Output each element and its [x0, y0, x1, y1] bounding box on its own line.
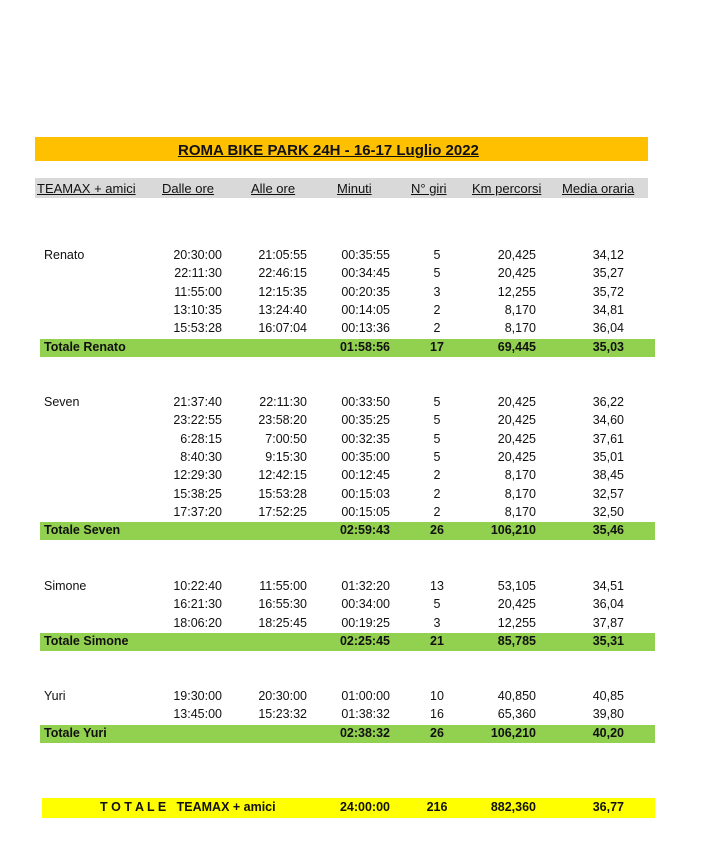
- total-giri: 26: [430, 523, 444, 537]
- cell-alle-ore: 13:24:40: [258, 303, 307, 317]
- cell-dalle-ore: 19:30:00: [173, 689, 222, 703]
- cell-giri: 5: [433, 266, 441, 280]
- cell-giri: 2: [433, 505, 441, 519]
- cell-alle-ore: 20:30:00: [258, 689, 307, 703]
- rider-name-simone: Simone: [44, 579, 87, 593]
- cell-dalle-ore: 13:10:35: [173, 303, 222, 317]
- cell-media: 32,50: [592, 505, 624, 519]
- total-label-renato: Totale Renato: [44, 340, 126, 354]
- total-minuti: 01:58:56: [339, 340, 390, 354]
- cell-dalle-ore: 17:37:20: [173, 505, 222, 519]
- cell-media: 35,27: [592, 266, 624, 280]
- cell-km: 20,425: [497, 450, 536, 464]
- cell-km: 20,425: [497, 432, 536, 446]
- grand-total-minuti: 24:00:00: [339, 800, 390, 814]
- cell-media: 37,87: [592, 616, 624, 630]
- header-minuti: Minuti: [337, 181, 372, 196]
- cell-minuti: 00:32:35: [341, 432, 390, 446]
- cell-minuti: 00:12:45: [341, 468, 390, 482]
- cell-giri: 2: [433, 321, 441, 335]
- cell-km: 20,425: [497, 266, 536, 280]
- cell-dalle-ore: 10:22:40: [173, 579, 222, 593]
- cell-media: 37,61: [592, 432, 624, 446]
- cell-dalle-ore: 23:22:55: [173, 413, 222, 427]
- cell-minuti: 01:32:20: [341, 579, 390, 593]
- cell-minuti: 01:00:00: [341, 689, 390, 703]
- cell-km: 20,425: [497, 248, 536, 262]
- cell-dalle-ore: 21:37:40: [173, 395, 222, 409]
- cell-media: 34,81: [592, 303, 624, 317]
- cell-alle-ore: 16:07:04: [258, 321, 307, 335]
- cell-minuti: 00:34:00: [341, 597, 390, 611]
- cell-media: 36,22: [592, 395, 624, 409]
- cell-giri: 2: [433, 303, 441, 317]
- cell-alle-ore: 21:05:55: [258, 248, 307, 262]
- cell-media: 36,04: [592, 597, 624, 611]
- rider-name-seven: Seven: [44, 395, 80, 409]
- cell-minuti: 00:20:35: [341, 285, 390, 299]
- total-minuti: 02:59:43: [339, 523, 390, 537]
- cell-alle-ore: 12:42:15: [258, 468, 307, 482]
- header-media: Media oraria: [562, 181, 635, 196]
- cell-km: 8,170: [504, 468, 536, 482]
- cell-alle-ore: 23:58:20: [258, 413, 307, 427]
- cell-alle-ore: 12:15:35: [258, 285, 307, 299]
- total-label-seven: Totale Seven: [44, 523, 121, 537]
- cell-km: 20,425: [497, 395, 536, 409]
- cell-minuti: 00:35:25: [341, 413, 390, 427]
- cell-giri: 3: [433, 285, 441, 299]
- cell-dalle-ore: 18:06:20: [173, 616, 222, 630]
- cell-km: 53,105: [497, 579, 536, 593]
- cell-giri: 5: [433, 395, 441, 409]
- cell-alle-ore: 22:11:30: [259, 395, 307, 409]
- rider-name-renato: Renato: [44, 248, 85, 262]
- cell-media: 38,45: [592, 468, 624, 482]
- grand-total-km: 882,360: [490, 800, 536, 814]
- cell-giri: 5: [433, 432, 441, 446]
- cell-km: 65,360: [497, 707, 536, 721]
- cell-giri: 2: [433, 487, 441, 501]
- cell-km: 8,170: [504, 487, 536, 501]
- cell-km: 8,170: [504, 303, 536, 317]
- cell-dalle-ore: 16:21:30: [173, 597, 222, 611]
- cell-media: 32,57: [592, 487, 624, 501]
- cell-alle-ore: 17:52:25: [258, 505, 307, 519]
- cell-giri: 5: [433, 597, 441, 611]
- total-minuti: 02:25:45: [339, 634, 390, 648]
- cell-km: 8,170: [504, 505, 536, 519]
- grand-total-label: T O T A L E TEAMAX + amici: [100, 800, 276, 814]
- cell-km: 20,425: [497, 413, 536, 427]
- cell-dalle-ore: 20:30:00: [173, 248, 222, 262]
- cell-dalle-ore: 12:29:30: [173, 468, 222, 482]
- cell-dalle-ore: 11:55:00: [174, 285, 222, 299]
- cell-km: 40,850: [497, 689, 536, 703]
- grand-total-giri: 216: [426, 800, 448, 814]
- cell-minuti: 00:35:55: [341, 248, 390, 262]
- cell-dalle-ore: 15:38:25: [173, 487, 222, 501]
- cell-giri: 5: [433, 248, 441, 262]
- total-km: 85,785: [497, 634, 536, 648]
- cell-dalle-ore: 8:40:30: [180, 450, 222, 464]
- total-minuti: 02:38:32: [339, 726, 390, 740]
- cell-media: 39,80: [592, 707, 624, 721]
- cell-giri: 16: [430, 707, 444, 721]
- cell-dalle-ore: 22:11:30: [174, 266, 222, 280]
- grand-total-media: 36,77: [592, 800, 624, 814]
- total-km: 106,210: [490, 726, 536, 740]
- cell-minuti: 00:14:05: [341, 303, 390, 317]
- cell-alle-ore: 16:55:30: [258, 597, 307, 611]
- total-km: 69,445: [497, 340, 536, 354]
- cell-media: 34,12: [592, 248, 624, 262]
- total-giri: 26: [430, 726, 444, 740]
- document-title: ROMA BIKE PARK 24H - 16-17 Luglio 2022: [178, 142, 479, 159]
- cell-minuti: 00:19:25: [341, 616, 390, 630]
- total-media: 35,46: [592, 523, 624, 537]
- cell-giri: 2: [433, 468, 441, 482]
- header-dalle-ore: Dalle ore: [162, 181, 215, 196]
- cell-minuti: 00:35:00: [341, 450, 390, 464]
- header-giri: N° giri: [411, 181, 447, 196]
- cell-alle-ore: 15:53:28: [258, 487, 307, 501]
- cell-giri: 3: [433, 616, 441, 630]
- cell-giri: 13: [430, 579, 444, 593]
- total-giri: 17: [430, 340, 444, 354]
- cell-giri: 10: [430, 689, 444, 703]
- total-label-simone: Totale Simone: [44, 634, 129, 648]
- cell-km: 20,425: [497, 597, 536, 611]
- cell-km: 12,255: [497, 616, 536, 630]
- total-giri: 21: [430, 634, 444, 648]
- cell-dalle-ore: 13:45:00: [173, 707, 222, 721]
- cell-minuti: 01:38:32: [341, 707, 390, 721]
- cell-media: 36,04: [592, 321, 624, 335]
- cell-alle-ore: 15:23:32: [258, 707, 307, 721]
- total-media: 35,31: [592, 634, 624, 648]
- header-km: Km percorsi: [472, 181, 542, 196]
- cell-alle-ore: 9:15:30: [265, 450, 307, 464]
- rider-name-yuri: Yuri: [44, 689, 66, 703]
- total-label-yuri: Totale Yuri: [44, 726, 107, 740]
- cell-media: 40,85: [592, 689, 624, 703]
- total-media: 35,03: [592, 340, 624, 354]
- header-alle-ore: Alle ore: [251, 181, 296, 196]
- cell-media: 35,72: [592, 285, 624, 299]
- cell-alle-ore: 22:46:15: [258, 266, 307, 280]
- total-media: 40,20: [592, 726, 624, 740]
- cell-media: 34,60: [592, 413, 624, 427]
- cell-km: 8,170: [504, 321, 536, 335]
- header-teamax: TEAMAX + amici: [37, 181, 136, 196]
- cell-minuti: 00:33:50: [341, 395, 390, 409]
- cell-media: 34,51: [592, 579, 624, 593]
- cell-alle-ore: 18:25:45: [258, 616, 307, 630]
- cell-media: 35,01: [592, 450, 624, 464]
- cell-minuti: 00:15:03: [341, 487, 390, 501]
- cell-giri: 5: [433, 413, 441, 427]
- total-km: 106,210: [490, 523, 536, 537]
- cell-minuti: 00:34:45: [341, 266, 390, 280]
- cell-dalle-ore: 15:53:28: [173, 321, 222, 335]
- cell-alle-ore: 7:00:50: [265, 432, 307, 446]
- cell-alle-ore: 11:55:00: [259, 579, 307, 593]
- cell-km: 12,255: [497, 285, 536, 299]
- cell-giri: 5: [433, 450, 441, 464]
- cell-minuti: 00:13:36: [341, 321, 390, 335]
- cell-dalle-ore: 6:28:15: [180, 432, 222, 446]
- cell-minuti: 00:15:05: [341, 505, 390, 519]
